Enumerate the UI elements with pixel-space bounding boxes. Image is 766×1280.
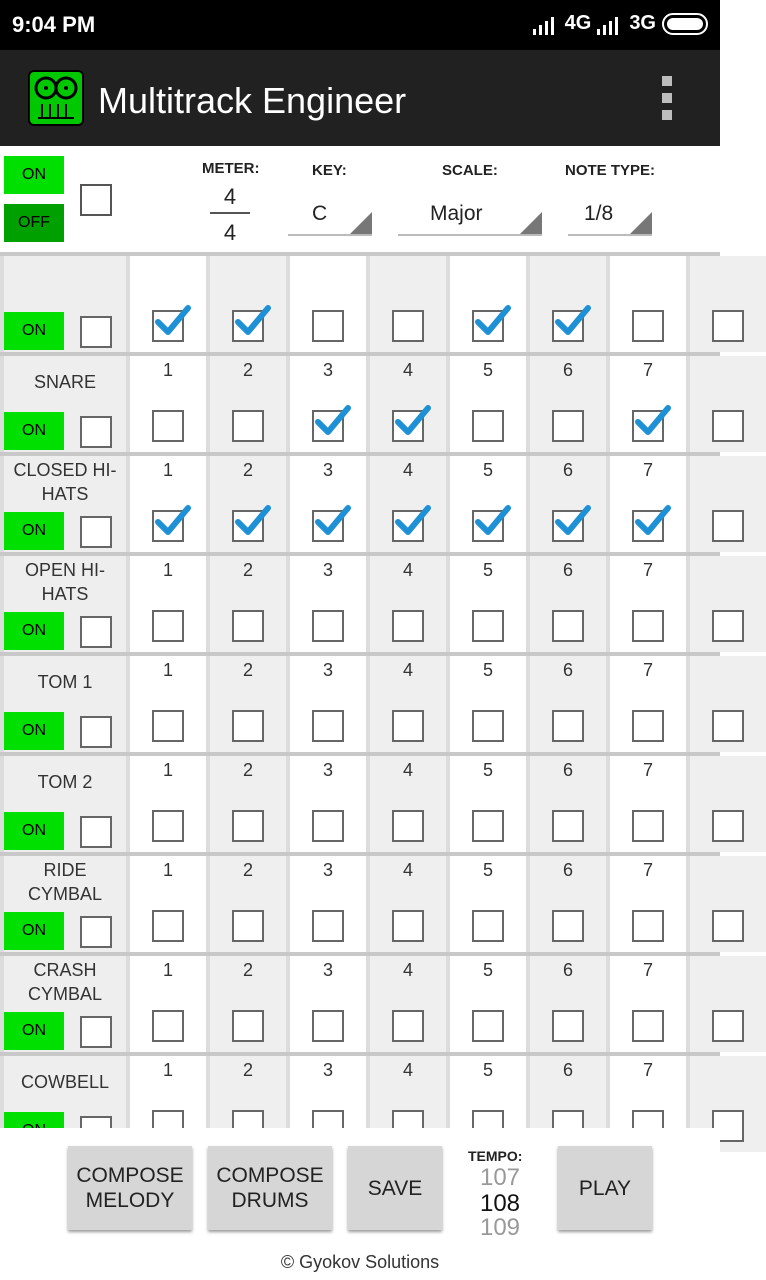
step-checkbox[interactable] <box>632 310 664 342</box>
step-checkbox[interactable] <box>232 510 264 542</box>
step-cell <box>690 656 766 752</box>
step-checkbox[interactable] <box>152 610 184 642</box>
step-cell <box>130 756 206 852</box>
step-number: 1 <box>162 760 173 780</box>
step-number: 5 <box>482 860 493 880</box>
step-checkbox[interactable] <box>312 510 344 542</box>
step-cell <box>290 956 366 1052</box>
track-name: COWBELL <box>20 1072 110 1092</box>
step-checkbox[interactable] <box>552 710 584 742</box>
step-checkbox[interactable] <box>632 910 664 942</box>
track-on-button[interactable]: ON <box>4 712 64 750</box>
step-cell <box>210 756 286 852</box>
step-number: 6 <box>562 760 573 780</box>
track-select-checkbox[interactable] <box>80 416 112 448</box>
tempo-label: TEMPO: <box>468 1148 523 1164</box>
signal-icon <box>533 13 559 35</box>
step-number: 4 <box>402 860 413 880</box>
step-number: 3 <box>322 560 333 580</box>
step-cell <box>530 856 606 952</box>
step-cell <box>290 556 366 652</box>
step-checkbox[interactable] <box>232 310 264 342</box>
step-cell <box>530 356 606 452</box>
track-name: SNARE <box>33 372 96 392</box>
step-cell <box>690 856 766 952</box>
step-number: 3 <box>322 960 333 980</box>
note-type-spinner[interactable] <box>568 194 652 236</box>
step-cell <box>530 256 606 352</box>
step-cell <box>450 956 526 1052</box>
step-checkbox[interactable] <box>712 910 744 942</box>
step-checkbox[interactable] <box>472 510 504 542</box>
step-number: 4 <box>402 1060 413 1080</box>
track-select-checkbox[interactable] <box>80 916 112 948</box>
step-cell <box>690 256 766 352</box>
step-checkbox[interactable] <box>552 1010 584 1042</box>
track-select-checkbox[interactable] <box>80 316 112 348</box>
step-checkbox[interactable] <box>552 910 584 942</box>
step-checkbox[interactable] <box>392 610 424 642</box>
meter-label: METER: <box>202 160 260 177</box>
track-header <box>4 656 126 752</box>
step-number: 5 <box>482 760 493 780</box>
track-on-button[interactable]: ON <box>4 912 64 950</box>
step-number: 6 <box>562 560 573 580</box>
step-number: 7 <box>642 960 653 980</box>
master-checkbox[interactable] <box>80 184 112 216</box>
step-cell <box>290 256 366 352</box>
step-cell <box>450 356 526 452</box>
tempo-next-value[interactable]: 109 <box>479 1214 521 1241</box>
track-name: CRASH CYMBAL <box>27 960 103 1004</box>
step-checkbox[interactable] <box>632 510 664 542</box>
step-checkbox[interactable] <box>232 610 264 642</box>
step-number: 7 <box>642 660 653 680</box>
dropdown-arrow-icon <box>350 212 372 234</box>
step-number: 3 <box>322 760 333 780</box>
note-type-label: NOTE TYPE: <box>565 162 656 179</box>
step-cell <box>690 456 766 552</box>
step-checkbox[interactable] <box>472 310 504 342</box>
step-cell <box>130 256 206 352</box>
step-number: 6 <box>562 360 573 380</box>
track-on-button[interactable]: ON <box>4 412 64 450</box>
step-cell <box>450 556 526 652</box>
step-number: 6 <box>562 860 573 880</box>
step-checkbox[interactable] <box>152 910 184 942</box>
app-title: Multitrack Engineer <box>98 80 407 121</box>
step-cell <box>290 756 366 852</box>
track-on-button[interactable]: ON <box>4 612 64 650</box>
step-checkbox[interactable] <box>552 810 584 842</box>
step-number: 6 <box>562 660 573 680</box>
track-header <box>4 256 126 352</box>
step-cell <box>210 856 286 952</box>
step-cell <box>610 856 686 952</box>
step-checkbox[interactable] <box>552 310 584 342</box>
step-cell <box>370 956 446 1052</box>
step-number: 1 <box>162 960 173 980</box>
step-cell <box>610 456 686 552</box>
step-cell <box>690 356 766 452</box>
step-number: 5 <box>482 360 493 380</box>
reel-to-reel-icon <box>28 70 84 126</box>
track-name: TOM 1 <box>37 672 93 692</box>
step-cell <box>210 556 286 652</box>
step-number: 2 <box>242 960 253 980</box>
step-checkbox[interactable] <box>232 810 264 842</box>
track-on-button[interactable]: ON <box>4 312 64 350</box>
step-number: 6 <box>562 960 573 980</box>
step-checkbox[interactable] <box>472 610 504 642</box>
step-number: 1 <box>162 860 173 880</box>
step-checkbox[interactable] <box>152 410 184 442</box>
step-cell <box>450 856 526 952</box>
step-cell <box>370 856 446 952</box>
master-on-button[interactable]: ON <box>4 156 64 194</box>
step-cell <box>290 356 366 452</box>
step-cell <box>530 556 606 652</box>
step-cell <box>210 656 286 752</box>
step-cell <box>530 456 606 552</box>
step-cell <box>130 656 206 752</box>
step-checkbox[interactable] <box>712 710 744 742</box>
step-cell <box>610 956 686 1052</box>
step-checkbox[interactable] <box>392 910 424 942</box>
step-number: 7 <box>642 1060 653 1080</box>
status-bar <box>0 0 720 50</box>
step-checkbox[interactable] <box>312 910 344 942</box>
step-cell <box>530 656 606 752</box>
step-number: 2 <box>242 460 253 480</box>
step-checkbox[interactable] <box>152 710 184 742</box>
step-cell <box>370 356 446 452</box>
step-cell <box>130 356 206 452</box>
step-number: 2 <box>242 660 253 680</box>
play-button[interactable]: PLAY <box>558 1146 652 1230</box>
step-checkbox[interactable] <box>552 610 584 642</box>
step-number: 7 <box>642 460 653 480</box>
step-cell <box>370 256 446 352</box>
step-checkbox[interactable] <box>632 710 664 742</box>
step-checkbox[interactable] <box>152 310 184 342</box>
step-checkbox[interactable] <box>632 1010 664 1042</box>
step-checkbox[interactable] <box>232 410 264 442</box>
step-number: 2 <box>242 760 253 780</box>
step-number: 2 <box>242 1060 253 1080</box>
step-cell <box>690 756 766 852</box>
step-checkbox[interactable] <box>552 510 584 542</box>
save-button[interactable]: SAVE <box>348 1146 442 1230</box>
step-cell <box>450 756 526 852</box>
track-select-checkbox[interactable] <box>80 516 112 548</box>
network-type-1: 4G <box>564 12 592 34</box>
step-cell <box>210 356 286 452</box>
step-cell <box>130 456 206 552</box>
track-name: TOM 2 <box>37 772 93 792</box>
step-number: 1 <box>162 460 173 480</box>
step-cell <box>210 456 286 552</box>
step-cell <box>450 256 526 352</box>
signal-icon <box>597 13 623 35</box>
tempo-current-value[interactable]: 108 <box>479 1190 521 1217</box>
battery-icon <box>662 13 708 35</box>
track-header <box>4 556 126 652</box>
track-header <box>4 956 126 1052</box>
scale-spinner[interactable] <box>398 194 542 236</box>
step-cell <box>610 756 686 852</box>
step-checkbox[interactable] <box>392 310 424 342</box>
step-number: 7 <box>642 760 653 780</box>
step-cell <box>370 456 446 552</box>
step-checkbox[interactable] <box>232 1010 264 1042</box>
meter-divider <box>210 212 250 214</box>
step-checkbox[interactable] <box>312 810 344 842</box>
step-checkbox[interactable] <box>232 710 264 742</box>
step-cell <box>290 456 366 552</box>
step-cell <box>210 956 286 1052</box>
step-cell <box>130 956 206 1052</box>
step-number: 2 <box>242 360 253 380</box>
step-checkbox[interactable] <box>152 810 184 842</box>
compose-melody-button[interactable]: COMPOSE MELODY <box>68 1146 192 1230</box>
step-number: 5 <box>482 560 493 580</box>
step-cell <box>370 656 446 752</box>
note-type-value: 1/8 <box>584 202 614 225</box>
step-checkbox[interactable] <box>632 610 664 642</box>
step-cell <box>370 756 446 852</box>
track-name: CLOSED HI-HATS <box>13 460 117 504</box>
step-checkbox[interactable] <box>392 710 424 742</box>
track-on-button[interactable]: ON <box>4 812 64 850</box>
drum-sequencer-grid <box>0 252 720 1128</box>
step-checkbox[interactable] <box>312 310 344 342</box>
step-checkbox[interactable] <box>312 710 344 742</box>
status-indicators <box>533 12 708 35</box>
step-number: 7 <box>642 560 653 580</box>
step-number: 1 <box>162 560 173 580</box>
dropdown-arrow-icon <box>520 212 542 234</box>
step-checkbox[interactable] <box>552 410 584 442</box>
step-number: 1 <box>162 1060 173 1080</box>
step-number: 6 <box>562 460 573 480</box>
step-cell <box>290 656 366 752</box>
step-checkbox[interactable] <box>392 810 424 842</box>
step-checkbox[interactable] <box>152 1010 184 1042</box>
dropdown-arrow-icon <box>630 212 652 234</box>
step-number: 5 <box>482 660 493 680</box>
step-number: 4 <box>402 460 413 480</box>
step-checkbox[interactable] <box>392 1010 424 1042</box>
track-on-button[interactable]: ON <box>4 512 64 550</box>
step-number: 4 <box>402 760 413 780</box>
track-select-checkbox[interactable] <box>80 616 112 648</box>
step-checkbox[interactable] <box>712 510 744 542</box>
step-checkbox[interactable] <box>712 1010 744 1042</box>
step-cell <box>690 556 766 652</box>
tempo-prev-value[interactable]: 107 <box>479 1164 521 1191</box>
step-number: 5 <box>482 960 493 980</box>
step-number: 1 <box>162 360 173 380</box>
global-controls <box>0 146 720 252</box>
track-on-button[interactable]: ON <box>4 1012 64 1050</box>
track-select-checkbox[interactable] <box>80 1016 112 1048</box>
step-number: 4 <box>402 960 413 980</box>
step-checkbox[interactable] <box>472 910 504 942</box>
track-header <box>4 856 126 952</box>
step-checkbox[interactable] <box>712 410 744 442</box>
step-number: 4 <box>402 660 413 680</box>
step-cell <box>610 656 686 752</box>
step-checkbox[interactable] <box>632 410 664 442</box>
step-number: 3 <box>322 660 333 680</box>
compose-drums-button[interactable]: COMPOSE DRUMS <box>208 1146 332 1230</box>
step-checkbox[interactable] <box>312 1010 344 1042</box>
step-checkbox[interactable] <box>472 410 504 442</box>
key-spinner[interactable] <box>288 194 372 236</box>
step-cell <box>210 256 286 352</box>
step-number: 3 <box>322 460 333 480</box>
step-checkbox[interactable] <box>632 810 664 842</box>
step-checkbox[interactable] <box>232 910 264 942</box>
step-number: 4 <box>402 360 413 380</box>
step-checkbox[interactable] <box>392 410 424 442</box>
step-number: 7 <box>642 360 653 380</box>
scale-value: Major <box>430 202 483 225</box>
scale-label: SCALE: <box>442 162 498 179</box>
track-select-checkbox[interactable] <box>80 816 112 848</box>
step-number: 2 <box>242 860 253 880</box>
track-header <box>4 356 126 452</box>
step-cell <box>290 856 366 952</box>
meter-denominator[interactable]: 4 <box>223 220 237 245</box>
track-header <box>4 456 126 552</box>
key-label: KEY: <box>312 162 347 179</box>
step-cell <box>450 656 526 752</box>
master-off-button[interactable]: OFF <box>4 204 64 242</box>
step-checkbox[interactable] <box>712 310 744 342</box>
step-checkbox[interactable] <box>392 510 424 542</box>
step-number: 6 <box>562 1060 573 1080</box>
step-cell <box>610 356 686 452</box>
network-type-2: 3G <box>629 12 656 34</box>
step-number: 5 <box>482 460 493 480</box>
step-number: 3 <box>322 1060 333 1080</box>
step-number: 7 <box>642 860 653 880</box>
step-number: 4 <box>402 560 413 580</box>
step-cell <box>530 756 606 852</box>
copyright-text: © Gyokov Solutions <box>280 1252 440 1272</box>
track-name <box>4 258 126 306</box>
step-cell <box>610 556 686 652</box>
step-cell <box>130 856 206 952</box>
step-number: 2 <box>242 560 253 580</box>
step-number: 3 <box>322 860 333 880</box>
overflow-menu-icon[interactable] <box>662 76 672 120</box>
step-number: 1 <box>162 660 173 680</box>
step-checkbox[interactable] <box>312 610 344 642</box>
bottom-bar <box>0 1128 720 1280</box>
key-value: C <box>312 202 328 225</box>
step-cell <box>450 456 526 552</box>
step-checkbox[interactable] <box>472 710 504 742</box>
step-cell <box>130 556 206 652</box>
step-cell <box>530 956 606 1052</box>
step-checkbox[interactable] <box>472 1010 504 1042</box>
step-checkbox[interactable] <box>152 510 184 542</box>
step-number: 3 <box>322 360 333 380</box>
step-cell <box>690 956 766 1052</box>
meter-numerator[interactable]: 4 <box>223 184 237 209</box>
app-bar <box>0 50 720 146</box>
step-number: 5 <box>482 1060 493 1080</box>
track-header <box>4 756 126 852</box>
track-name: OPEN HI-HATS <box>24 560 105 604</box>
step-cell <box>370 556 446 652</box>
step-checkbox[interactable] <box>712 810 744 842</box>
track-name: RIDE CYMBAL <box>27 860 103 904</box>
step-checkbox[interactable] <box>312 410 344 442</box>
step-checkbox[interactable] <box>712 610 744 642</box>
track-select-checkbox[interactable] <box>80 716 112 748</box>
step-checkbox[interactable] <box>472 810 504 842</box>
step-cell <box>610 256 686 352</box>
status-time: 9:04 PM <box>12 12 96 37</box>
